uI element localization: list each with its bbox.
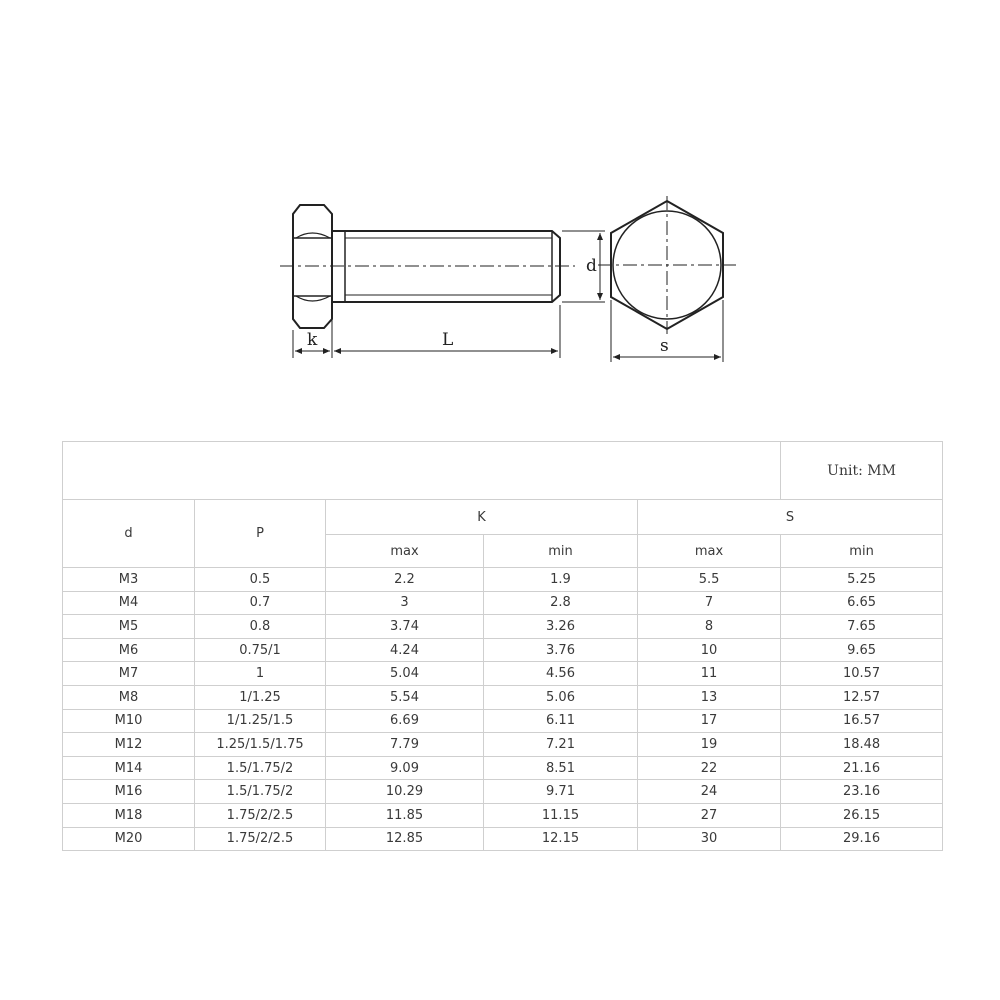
header-row [63, 500, 943, 535]
cell-k-min: 7.21 [484, 733, 638, 757]
cell-p: 1.5/1.75/2 [195, 780, 326, 804]
cell-p: 1.75/2/2.5 [195, 803, 326, 827]
cell-s-min: 29.16 [781, 827, 943, 851]
cell-d: M12 [63, 733, 195, 757]
cell-k-min: 6.11 [484, 709, 638, 733]
cell-k-min: 12.15 [484, 827, 638, 851]
cell-s-min: 26.15 [781, 803, 943, 827]
header-d: d [63, 500, 195, 568]
cell-d: M4 [63, 591, 195, 615]
cell-s-max: 24 [638, 780, 781, 804]
cell-d: M6 [63, 638, 195, 662]
table-row [63, 827, 943, 851]
cell-s-max: 8 [638, 615, 781, 639]
cell-k-max: 10.29 [326, 780, 484, 804]
cell-p: 0.8 [195, 615, 326, 639]
cell-k-max: 3 [326, 591, 484, 615]
cell-s-max: 10 [638, 638, 781, 662]
table-row [63, 568, 943, 592]
header-s-min: min [781, 535, 943, 568]
cell-s-max: 22 [638, 756, 781, 780]
cell-p: 1/1.25 [195, 685, 326, 709]
cell-s-max: 11 [638, 662, 781, 686]
cell-k-max: 9.09 [326, 756, 484, 780]
cell-d: M7 [63, 662, 195, 686]
header-K: K [326, 500, 638, 535]
bolt-end-view [598, 196, 736, 334]
table-row [63, 662, 943, 686]
cell-s-min: 5.25 [781, 568, 943, 592]
cell-s-min: 16.57 [781, 709, 943, 733]
s-label: s [660, 336, 669, 356]
cell-k-min: 8.51 [484, 756, 638, 780]
header-k-max: max [326, 535, 484, 568]
cell-s-max: 19 [638, 733, 781, 757]
header-S: S [638, 500, 943, 535]
table-row [63, 780, 943, 804]
cell-p: 1/1.25/1.5 [195, 709, 326, 733]
cell-s-max: 7 [638, 591, 781, 615]
cell-d: M8 [63, 685, 195, 709]
cell-s-min: 21.16 [781, 756, 943, 780]
unit-row [63, 442, 943, 500]
table-row [63, 709, 943, 733]
cell-d: M10 [63, 709, 195, 733]
cell-d: M16 [63, 780, 195, 804]
cell-s-max: 30 [638, 827, 781, 851]
cell-p: 1 [195, 662, 326, 686]
cell-s-min: 12.57 [781, 685, 943, 709]
cell-k-min: 1.9 [484, 568, 638, 592]
cell-p: 0.5 [195, 568, 326, 592]
cell-s-min: 9.65 [781, 638, 943, 662]
cell-s-min: 7.65 [781, 615, 943, 639]
cell-k-max: 6.69 [326, 709, 484, 733]
cell-p: 0.75/1 [195, 638, 326, 662]
cell-d: M3 [63, 568, 195, 592]
cell-s-max: 13 [638, 685, 781, 709]
cell-k-max: 11.85 [326, 803, 484, 827]
table-body [63, 568, 943, 851]
cell-s-max: 17 [638, 709, 781, 733]
cell-s-min: 18.48 [781, 733, 943, 757]
table-row [63, 685, 943, 709]
cell-p: 1.25/1.5/1.75 [195, 733, 326, 757]
cell-p: 1.75/2/2.5 [195, 827, 326, 851]
k-L-dimensions [293, 305, 560, 358]
table-row [63, 615, 943, 639]
cell-k-max: 4.24 [326, 638, 484, 662]
cell-k-min: 3.26 [484, 615, 638, 639]
cell-s-max: 27 [638, 803, 781, 827]
k-label: k [307, 330, 318, 350]
table-row [63, 591, 943, 615]
header-P: P [195, 500, 326, 568]
header-s-max: max [638, 535, 781, 568]
cell-k-min: 2.8 [484, 591, 638, 615]
cell-k-max: 3.74 [326, 615, 484, 639]
cell-k-min: 3.76 [484, 638, 638, 662]
cell-k-min: 9.71 [484, 780, 638, 804]
cell-s-min: 6.65 [781, 591, 943, 615]
blank-header-cell [63, 442, 781, 500]
cell-d: M5 [63, 615, 195, 639]
table-row [63, 638, 943, 662]
cell-s-min: 10.57 [781, 662, 943, 686]
cell-d: M14 [63, 756, 195, 780]
table-row [63, 756, 943, 780]
cell-k-max: 7.79 [326, 733, 484, 757]
cell-k-max: 2.2 [326, 568, 484, 592]
bolt-dimension-drawing [0, 0, 1000, 430]
cell-k-max: 5.54 [326, 685, 484, 709]
L-label: L [442, 330, 454, 350]
cell-k-min: 4.56 [484, 662, 638, 686]
cell-k-max: 5.04 [326, 662, 484, 686]
cell-s-max: 5.5 [638, 568, 781, 592]
bolt-side-view [280, 205, 575, 328]
d-label: d [586, 256, 597, 276]
cell-k-min: 11.15 [484, 803, 638, 827]
table-row [63, 733, 943, 757]
cell-k-max: 12.85 [326, 827, 484, 851]
cell-p: 1.5/1.75/2 [195, 756, 326, 780]
cell-p: 0.7 [195, 591, 326, 615]
cell-d: M18 [63, 803, 195, 827]
cell-k-min: 5.06 [484, 685, 638, 709]
cell-s-min: 23.16 [781, 780, 943, 804]
header-k-min: min [484, 535, 638, 568]
cell-d: M20 [63, 827, 195, 851]
unit-label: Unit: MM [781, 442, 943, 500]
bolt-spec-table [62, 441, 943, 851]
table-row [63, 803, 943, 827]
